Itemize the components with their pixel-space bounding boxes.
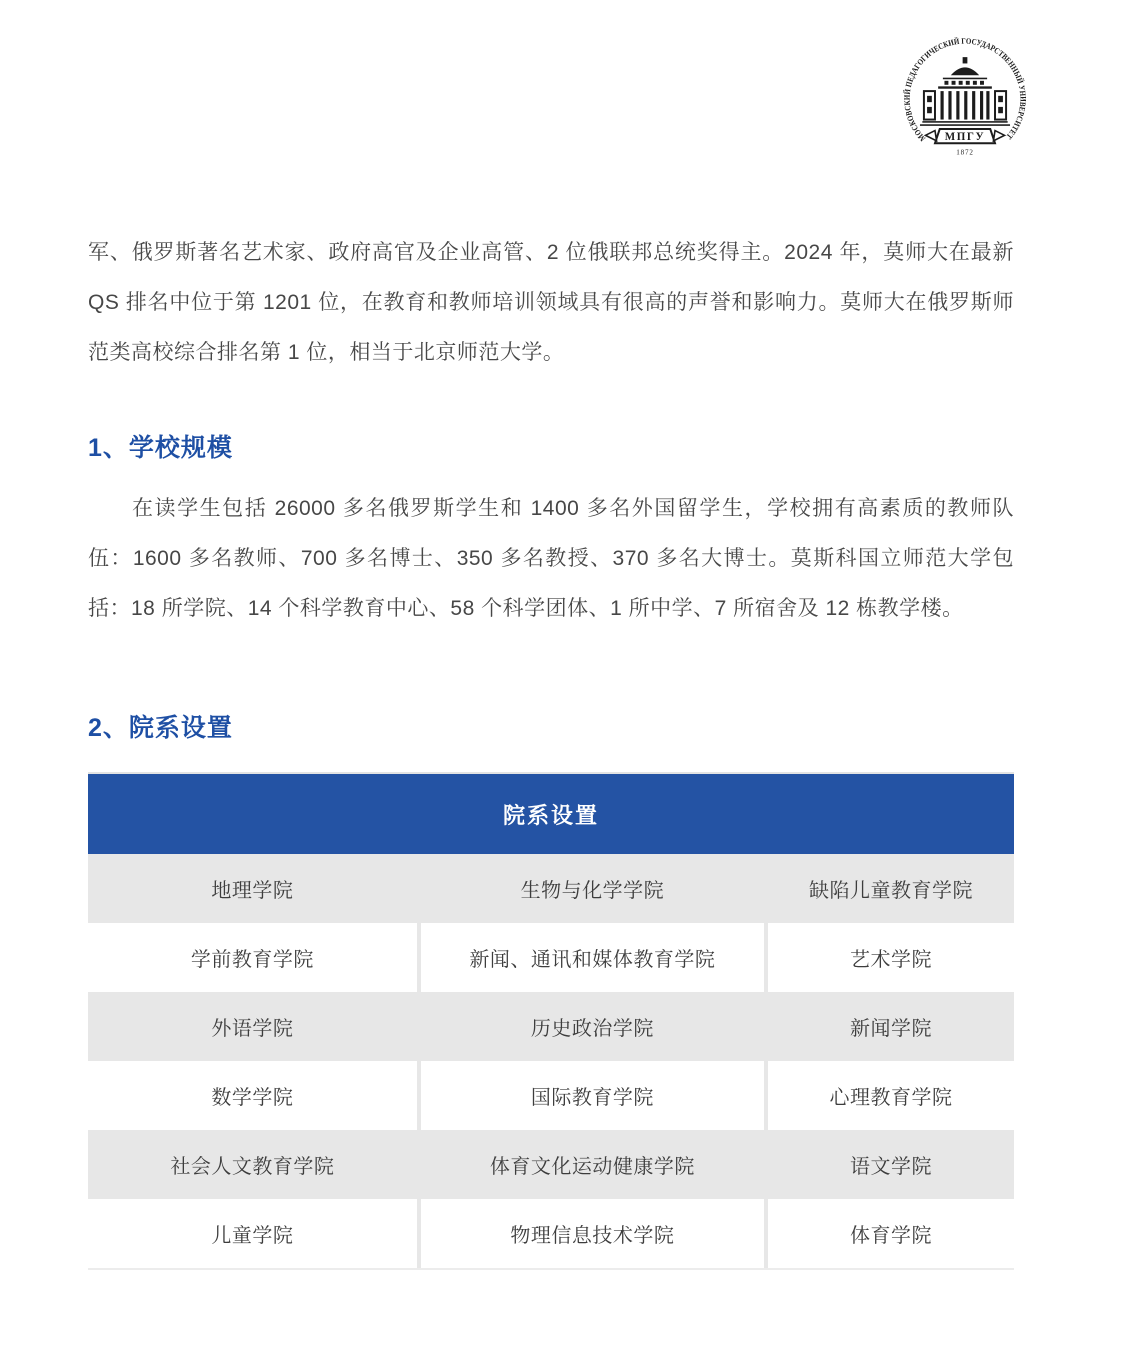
table-row: [88, 992, 1014, 1061]
table-cell: 外语学院: [211, 1018, 294, 1040]
table-cell: 体育学院: [764, 1199, 1014, 1268]
seal-year: 1872: [956, 148, 974, 157]
table-cell: 艺术学院: [764, 923, 1014, 992]
table-cell: 物理信息技术学院: [417, 1199, 764, 1268]
table-row: [88, 1130, 1014, 1199]
table-cell: 语文学院: [764, 1130, 1014, 1199]
table-cell: 学前教育学院: [190, 949, 314, 971]
table-cell: 新闻、通讯和媒体教育学院: [417, 923, 764, 992]
table-row: [88, 854, 1014, 923]
table-cell: 历史政治学院: [417, 992, 764, 1061]
section-heading-school-scale: 1、学校规模: [88, 434, 233, 462]
table-cell: 儿童学院: [211, 1225, 294, 1247]
faculty-table: [88, 772, 1014, 1270]
table-row: [88, 1061, 1014, 1130]
faculty-table-header: 院系设置: [88, 774, 1014, 854]
table-cell: 新闻学院: [764, 992, 1014, 1061]
school-scale-paragraph: 在读学生包括 26000 多名俄罗斯学生和 1400 多名外国留学生，学校拥有高素质的教师队伍：1600 多名教师、700 多名博士、350 多名教授、370 多名大博士。莫斯科国立师范大学包括：18 所学院、14 个科学教育中心、58 个科学团体、1 所中学、7 所宿舍及 12 栋教学楼。: [88, 497, 1014, 620]
table-cell: 国际教育学院: [417, 1061, 764, 1130]
table-row: [88, 923, 1014, 992]
table-cell: 社会人文教育学院: [170, 1156, 335, 1178]
table-cell: 心理教育学院: [764, 1061, 1014, 1130]
table-row: [88, 1199, 1014, 1268]
table-cell: 地理学院: [211, 880, 294, 902]
table-cell: 体育文化运动健康学院: [417, 1130, 764, 1199]
intro-paragraph: 军、俄罗斯著名艺术家、政府高官及企业高管、2 位俄联邦总统奖得主。2024 年，莫师大在最新 QS 排名中位于第 1201 位，在教育和教师培训领域具有很高的声誉和影响力。莫师大在俄罗斯师范类高校综合排名第 1 位，相当于北京师范大学。: [88, 241, 1014, 364]
seal-acronym: МПГУ: [944, 131, 986, 144]
seal-ring-text: МОСКОВСКИЙ ПЕДАГОГИЧЕСКИЙ ГОСУДАРСТВЕННЫЙ УНИВЕРСИТЕТ: [902, 36, 1028, 143]
table-cell: 数学学院: [211, 1087, 294, 1109]
table-cell: 生物与化学学院: [417, 854, 764, 923]
content-column: [88, 0, 1014, 1270]
section-heading-faculties: 2、院系设置: [88, 714, 233, 742]
table-cell: 缺陷儿童教育学院: [764, 854, 1014, 923]
